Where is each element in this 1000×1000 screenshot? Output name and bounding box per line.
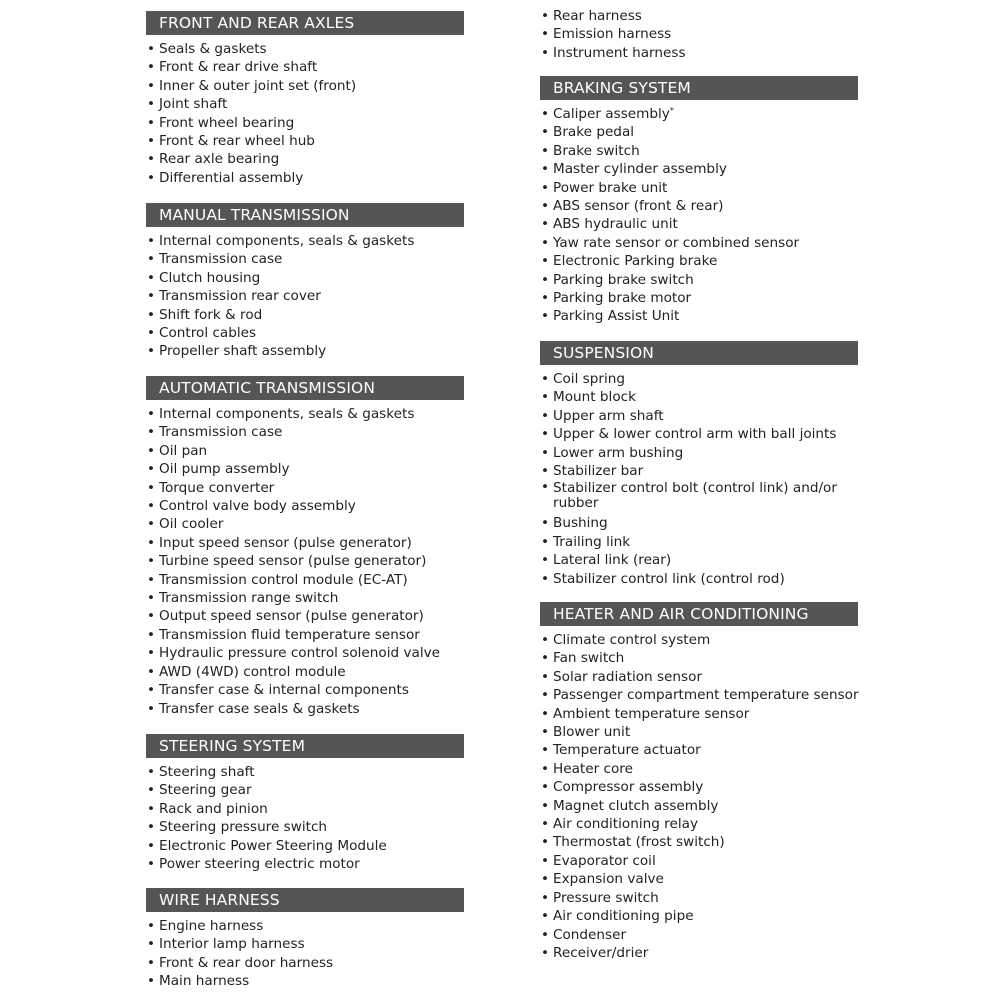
list-item-label: Power brake unit xyxy=(553,179,668,196)
list-item-label: Mount block xyxy=(553,389,636,406)
list-item-label: Steering gear xyxy=(159,782,252,799)
list-item xyxy=(540,370,858,388)
list-item-label: Rear axle bearing xyxy=(159,151,280,168)
list-item-label: Solar radiation sensor xyxy=(553,668,703,685)
list-item xyxy=(540,388,858,406)
list-item xyxy=(540,7,858,25)
section-wire-harness xyxy=(146,888,464,991)
item-list xyxy=(146,917,464,991)
list-item xyxy=(540,870,858,888)
section-header: FRONT AND REAR AXLES xyxy=(146,11,464,35)
list-item xyxy=(540,815,858,833)
list-item xyxy=(146,800,464,818)
list-item-label: Shift fork & rod xyxy=(159,306,263,323)
list-item-label: Engine harness xyxy=(159,918,264,934)
list-item-label: Blower unit xyxy=(553,724,631,741)
list-item-label: Master cylinder assembly xyxy=(553,161,727,178)
list-item xyxy=(540,25,858,43)
list-item xyxy=(540,105,858,123)
list-item xyxy=(146,479,464,497)
list-item-label: Oil pan xyxy=(159,442,208,459)
list-item xyxy=(540,407,858,425)
list-item-label: Output speed sensor (pulse generator) xyxy=(159,608,424,625)
list-item xyxy=(146,700,464,718)
list-item xyxy=(146,405,464,423)
item-list xyxy=(540,631,858,962)
list-item-label: Compressor assembly xyxy=(553,779,704,796)
list-item xyxy=(146,552,464,570)
wire-harness-continued-list xyxy=(540,7,858,62)
section-heater-and-air-conditioning xyxy=(540,602,858,962)
list-item-label: Oil cooler xyxy=(159,516,224,533)
list-item xyxy=(146,58,464,76)
list-item xyxy=(540,179,858,197)
section-front-and-rear-axles xyxy=(146,11,464,187)
section-header: AUTOMATIC TRANSMISSION xyxy=(146,376,464,400)
list-item xyxy=(540,215,858,233)
section-header: WIRE HARNESS xyxy=(146,888,464,912)
list-item-label: Emission harness xyxy=(553,26,672,43)
section-header: HEATER AND AIR CONDITIONING xyxy=(540,602,858,626)
section-automatic-transmission xyxy=(146,376,464,718)
section-header: MANUAL TRANSMISSION xyxy=(146,203,464,227)
list-item xyxy=(146,534,464,552)
list-item xyxy=(146,571,464,589)
list-item-label: Evaporator coil xyxy=(553,852,656,869)
list-item xyxy=(540,234,858,252)
list-item xyxy=(146,169,464,187)
list-item-label: Internal components, seals & gaskets xyxy=(159,406,415,422)
section-braking-system xyxy=(540,76,858,326)
list-item xyxy=(146,40,464,58)
list-item xyxy=(146,460,464,478)
list-item-label: Climate control system xyxy=(553,632,711,648)
list-item xyxy=(540,778,858,796)
list-item xyxy=(540,252,858,270)
list-item-label: Heater core xyxy=(553,760,633,777)
list-item xyxy=(146,589,464,607)
list-item xyxy=(146,95,464,113)
list-item-label: Transmission control module (EC-AT) xyxy=(159,571,408,588)
list-item-label: Trailing link xyxy=(553,533,631,550)
list-item-label: Power steering electric motor xyxy=(159,856,360,873)
list-item xyxy=(146,287,464,305)
list-item-label: Main harness xyxy=(159,973,250,990)
section-header: SUSPENSION xyxy=(540,341,858,365)
list-item xyxy=(540,425,858,443)
item-list xyxy=(146,405,464,718)
item-list xyxy=(540,105,858,326)
list-item xyxy=(540,444,858,462)
list-item-label: Air conditioning relay xyxy=(553,816,698,833)
list-item xyxy=(540,907,858,925)
list-item-label: Oil pump assembly xyxy=(159,461,290,478)
list-item xyxy=(540,686,858,704)
list-item-label: Upper & lower control arm with ball joints xyxy=(553,426,837,443)
list-item xyxy=(540,462,858,480)
list-item-label: Parking Assist Unit xyxy=(553,308,680,325)
section-suspension xyxy=(540,341,858,588)
list-item-label: Internal components, seals & gaskets xyxy=(159,233,415,249)
list-item xyxy=(540,533,858,551)
list-item-label: Coil spring xyxy=(553,371,626,387)
list-item-label: Differential assembly xyxy=(159,169,304,186)
item-list xyxy=(146,40,464,187)
list-item xyxy=(540,797,858,815)
list-item-label: Pressure switch xyxy=(553,889,659,906)
list-item xyxy=(146,935,464,953)
list-item xyxy=(146,132,464,150)
list-item-label: Joint shaft xyxy=(159,96,228,113)
list-item xyxy=(146,663,464,681)
list-item xyxy=(146,442,464,460)
section-header: BRAKING SYSTEM xyxy=(540,76,858,100)
list-item-label: Hydraulic pressure control solenoid valve xyxy=(159,645,441,662)
list-item-label: Stabilizer control bolt (control link) and/or rubber xyxy=(553,480,837,512)
list-item-label: Rack and pinion xyxy=(159,800,268,817)
section-manual-transmission xyxy=(146,203,464,361)
section-steering-system xyxy=(146,734,464,873)
list-item xyxy=(146,515,464,533)
list-item-label: Torque converter xyxy=(159,479,275,496)
list-item xyxy=(146,763,464,781)
list-item-label: Transmission case xyxy=(159,424,283,441)
list-item-label: Transmission range switch xyxy=(159,590,339,607)
list-item-label: Fan switch xyxy=(553,650,625,667)
list-item-label: Caliper assembly xyxy=(553,106,670,122)
list-item-label: Propeller shaft assembly xyxy=(159,343,327,360)
list-item xyxy=(146,607,464,625)
list-item xyxy=(540,723,858,741)
list-item xyxy=(146,781,464,799)
list-item-label: Brake pedal xyxy=(553,124,635,141)
section-header: STEERING SYSTEM xyxy=(146,734,464,758)
list-item-label: Electronic Parking brake xyxy=(553,253,718,270)
list-item-label: Parking brake motor xyxy=(553,290,692,307)
list-item-label: Turbine speed sensor (pulse generator) xyxy=(159,553,427,570)
list-item-label: Steering shaft xyxy=(159,764,255,780)
list-item xyxy=(540,649,858,667)
list-item-label: Front & rear drive shaft xyxy=(159,59,318,76)
list-item xyxy=(146,837,464,855)
list-item xyxy=(146,250,464,268)
list-item-label: Inner & outer joint set (front) xyxy=(159,77,357,94)
list-item-label: Thermostat (frost switch) xyxy=(553,834,725,851)
list-item-label: Steering pressure switch xyxy=(159,819,328,836)
list-item xyxy=(540,852,858,870)
list-item-label: Electronic Power Steering Module xyxy=(159,837,387,854)
list-item xyxy=(540,44,858,62)
list-item xyxy=(540,289,858,307)
list-item-label: Front wheel bearing xyxy=(159,114,295,131)
list-item xyxy=(146,306,464,324)
list-item-label: Control valve body assembly xyxy=(159,498,356,515)
list-item xyxy=(146,232,464,250)
list-item-label: Passenger compartment temperature sensor xyxy=(553,687,859,704)
list-item-label: Transmission case xyxy=(159,251,283,268)
list-item-label: Instrument harness xyxy=(553,44,686,61)
list-item-label: Seals & gaskets xyxy=(159,41,267,57)
list-item xyxy=(146,972,464,990)
list-item-label: Rear harness xyxy=(553,8,642,24)
list-item-label: Transmission fluid temperature sensor xyxy=(159,626,420,643)
list-item xyxy=(540,123,858,141)
item-list xyxy=(540,370,858,588)
list-item xyxy=(540,889,858,907)
list-item xyxy=(540,705,858,723)
list-item-label: Transmission rear cover xyxy=(159,288,321,305)
list-item xyxy=(540,307,858,325)
list-item xyxy=(540,926,858,944)
list-item-label: Stabilizer control link (control rod) xyxy=(553,570,785,587)
list-item-label: AWD (4WD) control module xyxy=(159,663,346,680)
list-item xyxy=(540,760,858,778)
list-item-label: Front & rear wheel hub xyxy=(159,133,315,150)
list-item xyxy=(540,514,858,532)
list-item-label: Stabilizer bar xyxy=(553,463,644,480)
footnote-marker: * xyxy=(669,106,674,115)
list-item xyxy=(146,954,464,972)
list-item-label: Interior lamp harness xyxy=(159,936,305,953)
list-item xyxy=(540,197,858,215)
list-item xyxy=(540,668,858,686)
list-item-label: Temperature actuator xyxy=(553,742,701,759)
list-item-label: Transfer case & internal components xyxy=(159,682,409,699)
list-item xyxy=(540,551,858,569)
list-item-label: Front & rear door harness xyxy=(159,954,334,971)
list-item xyxy=(146,77,464,95)
list-item-label: Lateral link (rear) xyxy=(553,552,672,569)
list-item-label: Ambient temperature sensor xyxy=(553,705,750,722)
list-item xyxy=(146,855,464,873)
list-item-label: Magnet clutch assembly xyxy=(553,797,719,814)
list-item-label: ABS hydraulic unit xyxy=(553,216,678,233)
list-item-label: ABS sensor (front & rear) xyxy=(553,198,724,215)
list-item xyxy=(146,324,464,342)
list-item xyxy=(540,833,858,851)
item-list xyxy=(146,232,464,361)
list-item xyxy=(146,644,464,662)
list-item xyxy=(146,423,464,441)
list-item xyxy=(146,626,464,644)
item-list xyxy=(146,763,464,873)
list-item xyxy=(146,497,464,515)
list-item-label: Receiver/drier xyxy=(553,944,649,961)
list-item xyxy=(540,741,858,759)
list-item-label: Lower arm bushing xyxy=(553,444,684,461)
list-item xyxy=(540,570,858,588)
list-item xyxy=(146,342,464,360)
list-item-label: Parking brake switch xyxy=(553,271,694,288)
list-item xyxy=(146,150,464,168)
list-item-label: Air conditioning pipe xyxy=(553,908,694,925)
list-item-label: Input speed sensor (pulse generator) xyxy=(159,534,412,551)
list-item xyxy=(540,631,858,649)
list-item-label: Control cables xyxy=(159,325,257,342)
list-item-label: Upper arm shaft xyxy=(553,407,664,424)
list-item xyxy=(146,114,464,132)
list-item xyxy=(540,142,858,160)
list-item-label: Expansion valve xyxy=(553,871,664,888)
list-item-label: Yaw rate sensor or combined sensor xyxy=(553,234,800,251)
list-item-label: Transfer case seals & gaskets xyxy=(159,700,360,717)
list-item xyxy=(146,818,464,836)
list-item xyxy=(540,160,858,178)
list-item xyxy=(146,681,464,699)
list-item xyxy=(146,269,464,287)
list-item-label: Condenser xyxy=(553,926,627,943)
list-item xyxy=(540,944,858,962)
list-item-label: Bushing xyxy=(553,515,608,532)
list-item-label: Brake switch xyxy=(553,142,640,159)
list-item xyxy=(540,480,858,514)
list-item xyxy=(146,917,464,935)
list-item xyxy=(540,271,858,289)
list-item-label: Clutch housing xyxy=(159,269,261,286)
